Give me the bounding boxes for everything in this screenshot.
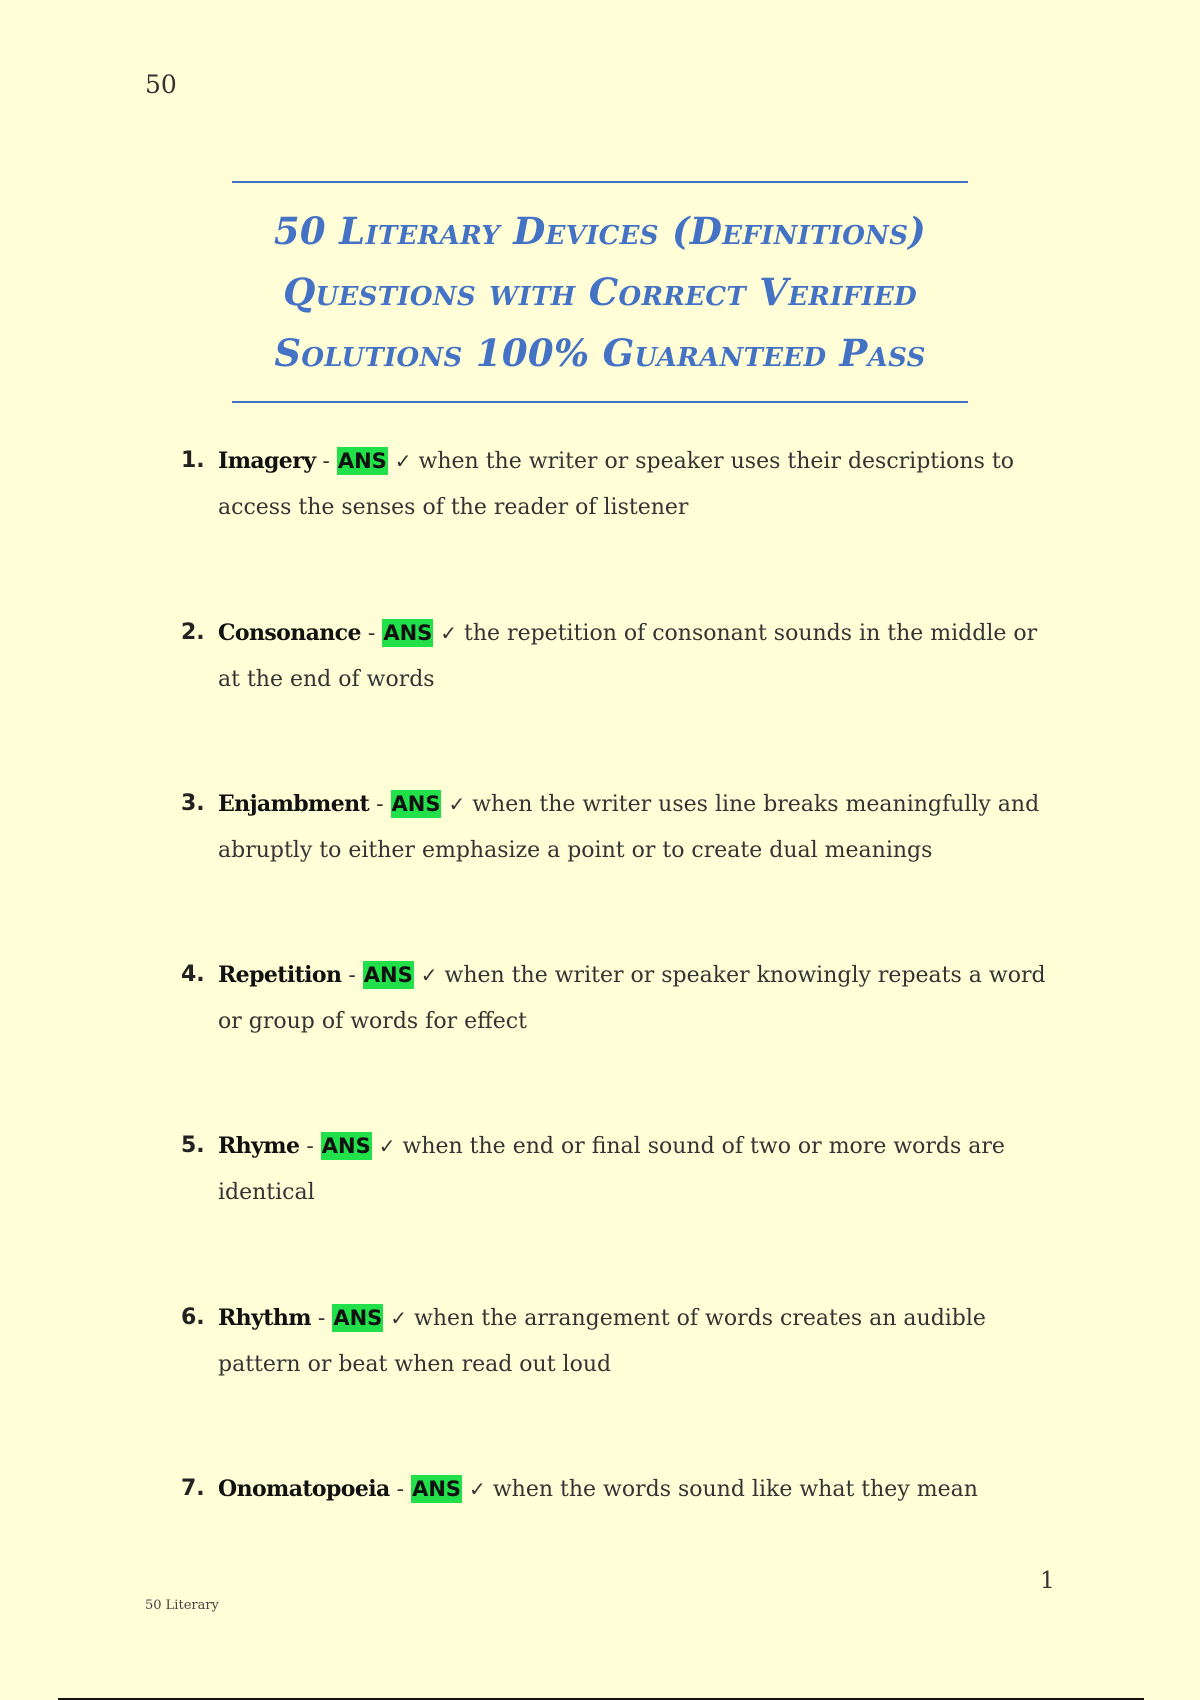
item-separator: - — [299, 1134, 321, 1159]
item-separator: - — [341, 963, 363, 988]
header-page-label: 50 — [145, 70, 177, 99]
item-text — [218, 1295, 1058, 1388]
check-icon: ✓ — [448, 792, 466, 816]
item-separator: - — [369, 792, 391, 817]
check-icon: ✓ — [469, 1477, 486, 1501]
item-term: Enjambment — [218, 791, 370, 817]
item-term: Rhythm — [218, 1305, 311, 1331]
item-term: Rhyme — [218, 1133, 300, 1159]
item-separator: - — [310, 1306, 333, 1331]
item-separator: - — [389, 1477, 412, 1502]
ans-badge: ANS — [363, 963, 413, 987]
item-definition: when the words sound like what they mean — [492, 1477, 978, 1502]
check-icon: ✓ — [440, 621, 458, 645]
title-line-3: Solutions 100% Guaranteed Pass — [274, 330, 926, 375]
item-separator: - — [315, 449, 337, 474]
ans-badge: ANS — [391, 792, 441, 816]
item-number: 4. — [181, 962, 205, 987]
item-number: 1. — [181, 448, 205, 473]
ans-badge: ANS — [337, 449, 387, 473]
item-separator: - — [360, 621, 383, 646]
title-line-2: Questions with Correct Verified — [283, 269, 917, 314]
item-term: Repetition — [218, 962, 342, 988]
title-line-1: 50 Literary Devices (Definitions) — [273, 208, 927, 253]
item-number: 2. — [181, 620, 205, 645]
item-definition: when the writer or speaker knowingly repeats a word or group of words for effect — [218, 963, 1046, 1034]
check-icon: ✓ — [420, 963, 438, 987]
ans-badge: ANS — [333, 1306, 383, 1330]
item-text — [218, 952, 1058, 1045]
item-term: Imagery — [218, 448, 316, 474]
document-title — [232, 181, 968, 403]
item-number: 7. — [181, 1476, 205, 1501]
item-text — [218, 438, 1058, 531]
item-text — [218, 781, 1058, 874]
page-number: 1 — [1040, 1568, 1055, 1594]
item-definition: the repetition of consonant sounds in the middle or at the end of words — [218, 621, 1038, 692]
check-icon: ✓ — [378, 1134, 396, 1158]
check-icon: ✓ — [394, 449, 412, 473]
ans-badge: ANS — [383, 621, 433, 645]
footer-label: 50 Literary — [145, 1598, 219, 1613]
item-definition: when the end or final sound of two or more words are identical — [218, 1134, 1005, 1205]
item-number: 6. — [181, 1305, 205, 1330]
item-definition: when the writer uses line breaks meaningfully and abruptly to either emphasize a point or to create dual meanings — [218, 792, 1040, 863]
item-definition: when the arrangement of words creates an audible pattern or beat when read out loud — [218, 1306, 986, 1377]
item-text — [218, 1123, 1058, 1216]
check-icon: ✓ — [390, 1306, 408, 1330]
item-text — [218, 1466, 1058, 1513]
item-term: Onomatopoeia — [218, 1476, 390, 1502]
ans-badge: ANS — [412, 1477, 462, 1501]
item-term: Consonance — [218, 620, 361, 646]
ans-badge: ANS — [321, 1134, 371, 1158]
item-definition: when the writer or speaker uses their descriptions to access the senses of the reader of listener — [218, 449, 1014, 520]
item-number: 3. — [181, 791, 205, 816]
item-text — [218, 610, 1058, 703]
item-number: 5. — [181, 1133, 205, 1158]
